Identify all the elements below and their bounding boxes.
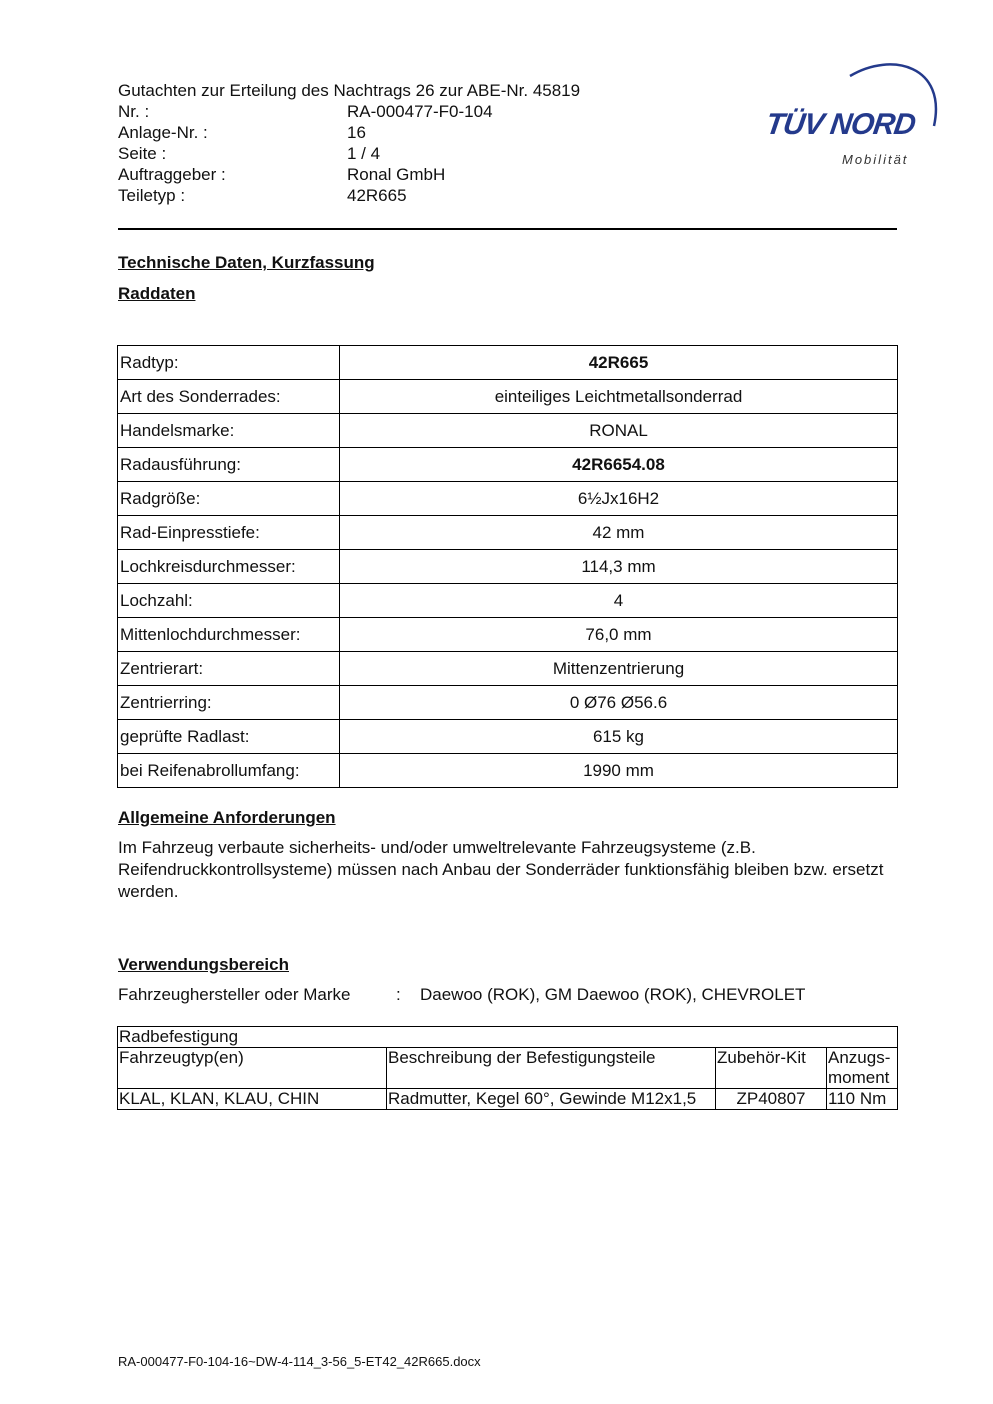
- header-label: Anlage-Nr. :: [118, 123, 208, 142]
- mounting-cell: ZP40807: [716, 1089, 827, 1110]
- spec-row: [118, 754, 898, 788]
- spec-value: einteiliges Leichtmetallsonderrad: [340, 380, 898, 414]
- spec-row: [118, 414, 898, 448]
- header-row-seite: [118, 143, 580, 164]
- mounting-header-row: [118, 1048, 898, 1089]
- spec-value: RONAL: [340, 414, 898, 448]
- requirements-text: Im Fahrzeug verbaute sicherheits- und/oder umweltrelevante Fahrzeugsysteme (z.B. Reifendruckkontrollsysteme) müssen nach Anbau der Sonderräder funktionsfähig bleiben bzw. ersetzt werden.: [118, 838, 884, 901]
- spec-row: [118, 346, 898, 380]
- mounting-cell: Radmutter, Kegel 60°, Gewinde M12x1,5: [387, 1089, 716, 1110]
- usage-row: [118, 985, 805, 1005]
- spec-label: Handelsmarke:: [118, 414, 340, 448]
- spec-value: 0 Ø76 Ø56.6: [340, 686, 898, 720]
- mounting-header-cell: Anzugs-moment: [827, 1048, 898, 1089]
- footer-filename: RA-000477-F0-104-16~DW-4-114_3-56_5-ET42_42R665.docx: [118, 1354, 481, 1369]
- usage-title: Verwendungsbereich: [118, 955, 289, 974]
- spec-label: Zentrierart:: [118, 652, 340, 686]
- header-value: 1 / 4: [347, 144, 381, 163]
- spec-row: [118, 482, 898, 516]
- mounting-cell: KLAL, KLAN, KLAU, CHIN: [118, 1089, 387, 1110]
- spec-row: [118, 516, 898, 550]
- usage-label: Fahrzeughersteller oder Marke: [118, 985, 351, 1004]
- header-value: 42R665: [347, 186, 407, 205]
- header-value: Ronal GmbH: [347, 165, 446, 184]
- logo-brand: TÜV NORD: [763, 108, 918, 141]
- spec-label: bei Reifenabrollumfang:: [118, 754, 340, 788]
- header-label: Teiletyp :: [118, 186, 186, 205]
- spec-row: [118, 448, 898, 482]
- mounting-row: [118, 1089, 898, 1110]
- mounting-caption: Radbefestigung: [118, 1027, 898, 1048]
- spec-label: Rad-Einpresstiefe:: [118, 516, 340, 550]
- spec-label: Lochzahl:: [118, 584, 340, 618]
- spec-row: [118, 720, 898, 754]
- document-title: Gutachten zur Erteilung des Nachtrags 26 zur ABE-Nr. 45819: [118, 81, 581, 100]
- spec-row: [118, 584, 898, 618]
- mounting-header-cell: Beschreibung der Befestigungsteile: [387, 1048, 716, 1089]
- spec-label: Radausführung:: [118, 448, 340, 482]
- header-label: Nr. :: [118, 102, 150, 121]
- spec-value: 76,0 mm: [340, 618, 898, 652]
- mounting-cell: 110 Nm: [827, 1089, 898, 1110]
- header-row-auftraggeber: [118, 164, 580, 185]
- mounting-header-cell: Zubehör-Kit: [716, 1048, 827, 1089]
- document-header: [118, 80, 580, 206]
- spec-label: geprüfte Radlast:: [118, 720, 340, 754]
- tuev-nord-logo: [762, 56, 942, 171]
- spec-value: 615 kg: [340, 720, 898, 754]
- spec-label: Art des Sonderrades:: [118, 380, 340, 414]
- requirements-title: Allgemeine Anforderungen: [118, 808, 336, 827]
- header-row-nr: [118, 101, 580, 122]
- header-divider: [118, 228, 897, 230]
- logo-tagline: Mobilität: [842, 152, 909, 167]
- spec-row: [118, 550, 898, 584]
- spec-label: Lochkreisdurchmesser:: [118, 550, 340, 584]
- spec-row: [118, 618, 898, 652]
- spec-label: Mittenlochdurchmesser:: [118, 618, 340, 652]
- spec-row: [118, 380, 898, 414]
- header-label: Seite :: [118, 144, 167, 163]
- spec-value: 1990 mm: [340, 754, 898, 788]
- usage-value: Daewoo (ROK), GM Daewoo (ROK), CHEVROLET: [420, 985, 806, 1004]
- spec-label: Radgröße:: [118, 482, 340, 516]
- mounting-caption-row: [118, 1027, 898, 1048]
- header-row-anlage: [118, 122, 580, 143]
- spec-value: 42R665: [340, 346, 898, 380]
- section-title: Technische Daten, Kurzfassung: [118, 253, 375, 272]
- spec-value: 6½Jx16H2: [340, 482, 898, 516]
- section-subtitle: Raddaten: [118, 284, 196, 303]
- mounting-header-cell: Fahrzeugtyp(en): [118, 1048, 387, 1089]
- wheel-data-table: [117, 345, 898, 788]
- usage-colon: :: [396, 985, 401, 1004]
- header-value: 16: [347, 123, 366, 142]
- spec-label: Radtyp:: [118, 346, 340, 380]
- header-row-teiletyp: [118, 185, 580, 206]
- spec-value: 42R6654.08: [340, 448, 898, 482]
- header-value: RA-000477-F0-104: [347, 102, 493, 121]
- mounting-table: [117, 1026, 898, 1110]
- spec-value: Mittenzentrierung: [340, 652, 898, 686]
- spec-row: [118, 652, 898, 686]
- spec-row: [118, 686, 898, 720]
- spec-value: 4: [340, 584, 898, 618]
- header-label: Auftraggeber :: [118, 165, 226, 184]
- spec-value: 42 mm: [340, 516, 898, 550]
- spec-label: Zentrierring:: [118, 686, 340, 720]
- spec-value: 114,3 mm: [340, 550, 898, 584]
